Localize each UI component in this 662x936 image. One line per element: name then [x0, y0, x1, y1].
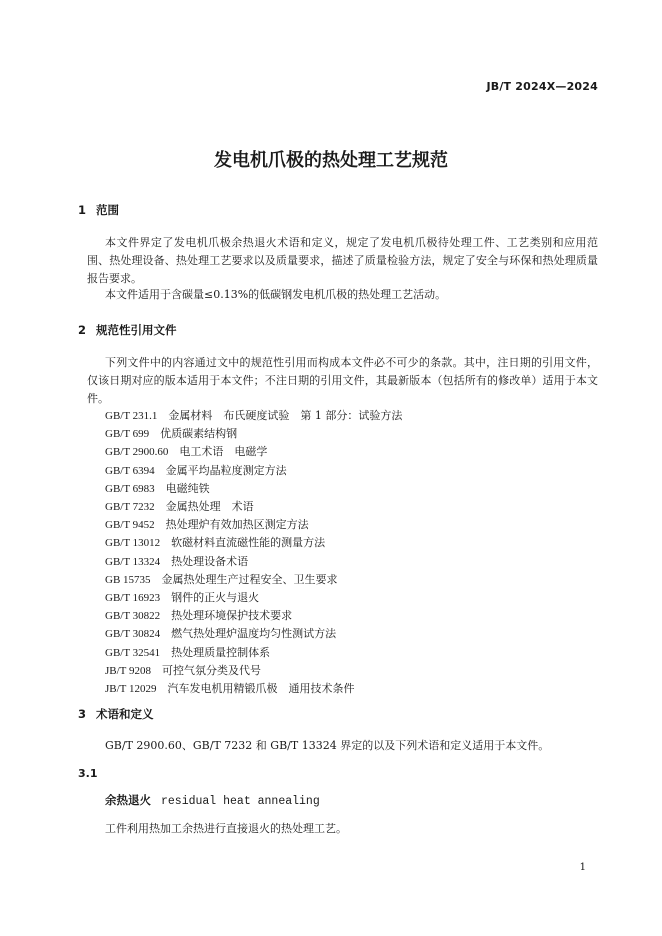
reference-title: 热处理环境保护技术要求: [171, 609, 293, 623]
reference-title: 热处理炉有效加热区测定方法: [165, 518, 309, 532]
section-heading-normative-references: [78, 322, 177, 338]
subclause-number: 3.1: [78, 767, 98, 780]
reference-code: GB/T 231.1: [105, 410, 158, 422]
reference-item: [105, 516, 402, 534]
reference-code: GB/T 32541: [105, 646, 161, 659]
page-title: 发电机爪极的热处理工艺规范: [214, 150, 448, 171]
reference-code: GB/T 16923: [105, 592, 161, 605]
section-title: 规范性引用文件: [96, 323, 177, 337]
references-intro-paragraph: 下列文件中的内容通过文中的规范性引用而构成本文件必不可少的条款。其中，注日期的引用文件，仅该日期对应的版本适用于本文件；不注日期的引用文件，其最新版本（包括所有的修改单）适用于本文件。: [87, 356, 598, 405]
reference-title: 金属平均晶粒度测定方法: [165, 463, 287, 477]
reference-code: GB/T 6983: [105, 482, 155, 495]
reference-code: GB/T 9452: [105, 519, 155, 532]
section-title: 术语和定义: [96, 707, 154, 721]
reference-code: GB 15735: [105, 573, 151, 586]
reference-code: GB/T 13324: [105, 555, 161, 568]
section-number: 3: [78, 707, 87, 721]
reference-title: 热处理质量控制体系: [171, 645, 271, 659]
reference-item: [105, 534, 402, 552]
reference-item: [105, 607, 402, 625]
reference-item: [105, 498, 402, 516]
reference-item: [105, 553, 402, 571]
reference-item: [105, 662, 402, 680]
reference-list: [105, 407, 402, 698]
reference-code: GB/T 7232: [105, 501, 155, 514]
term-english: residual heat annealing: [161, 795, 320, 808]
reference-title: 燃气热处理炉温度均匀性测试方法: [171, 627, 337, 641]
reference-item: [105, 644, 402, 662]
section-heading-scope: [78, 202, 119, 218]
reference-title: 热处理设备术语: [171, 554, 249, 568]
scope-paragraph-2: 本文件适用于含碳量≤0.13%的低碳钢发电机爪极的热处理工艺活动。: [105, 288, 447, 301]
reference-title: 金属材料 布氏硬度试验 第 1 部分：试验方法: [168, 409, 403, 422]
reference-title: 电工术语 电磁学: [179, 445, 268, 459]
term-entry: [105, 792, 320, 808]
reference-code: JB/T 12029: [105, 683, 157, 696]
term-definition: 工件利用热加工余热进行直接退火的热处理工艺。: [105, 822, 347, 835]
section-title: 范围: [96, 203, 119, 217]
reference-code: GB/T 30824: [105, 628, 161, 641]
reference-title: 金属热处理 术语: [165, 500, 254, 514]
reference-title: 优质碳素结构钢: [160, 427, 238, 441]
reference-code: JB/T 9208: [105, 664, 151, 677]
reference-title: 可控气氛分类及代号: [161, 663, 261, 677]
section-heading-terms-definitions: [78, 706, 154, 722]
reference-code: GB/T 30822: [105, 610, 161, 623]
page-number: 1: [579, 862, 586, 873]
section-number: 1: [78, 203, 87, 217]
reference-code: GB/T 13012: [105, 537, 161, 550]
reference-code: GB/T 699: [105, 428, 150, 441]
reference-title: 金属热处理生产过程安全、卫生要求: [161, 572, 338, 586]
reference-title: 汽车发电机用精锻爪极 通用技术条件: [167, 682, 355, 696]
reference-title: 电磁纯铁: [165, 481, 210, 495]
reference-item: [105, 425, 402, 443]
document-code: JB/T 2024X—2024: [486, 80, 598, 93]
reference-code: GB/T 2900.60: [105, 446, 169, 459]
reference-title: 软磁材料直流磁性能的测量方法: [171, 536, 326, 550]
reference-item: [105, 407, 402, 425]
term-chinese: 余热退火: [105, 793, 151, 807]
reference-item: [105, 680, 402, 698]
terms-intro-paragraph: GB/T 2900.60、GB/T 7232 和 GB/T 13324 界定的以及下列术语和定义适用于本文件。: [105, 739, 550, 752]
reference-item: [105, 625, 402, 643]
reference-item: [105, 443, 402, 461]
section-number: 2: [78, 323, 87, 337]
reference-code: GB/T 6394: [105, 464, 155, 477]
reference-item: [105, 480, 402, 498]
reference-item: [105, 571, 402, 589]
reference-title: 钢件的正火与退火: [171, 591, 260, 605]
reference-item: [105, 462, 402, 480]
reference-item: [105, 589, 402, 607]
scope-paragraph-1: 本文件界定了发电机爪极余热退火术语和定义，规定了发电机爪极待处理工件、工艺类别和应用范围、热处理设备、热处理工艺要求以及质量要求，描述了质量检验方法，规定了安全与环保和热处理质量报告要求。: [87, 236, 598, 285]
